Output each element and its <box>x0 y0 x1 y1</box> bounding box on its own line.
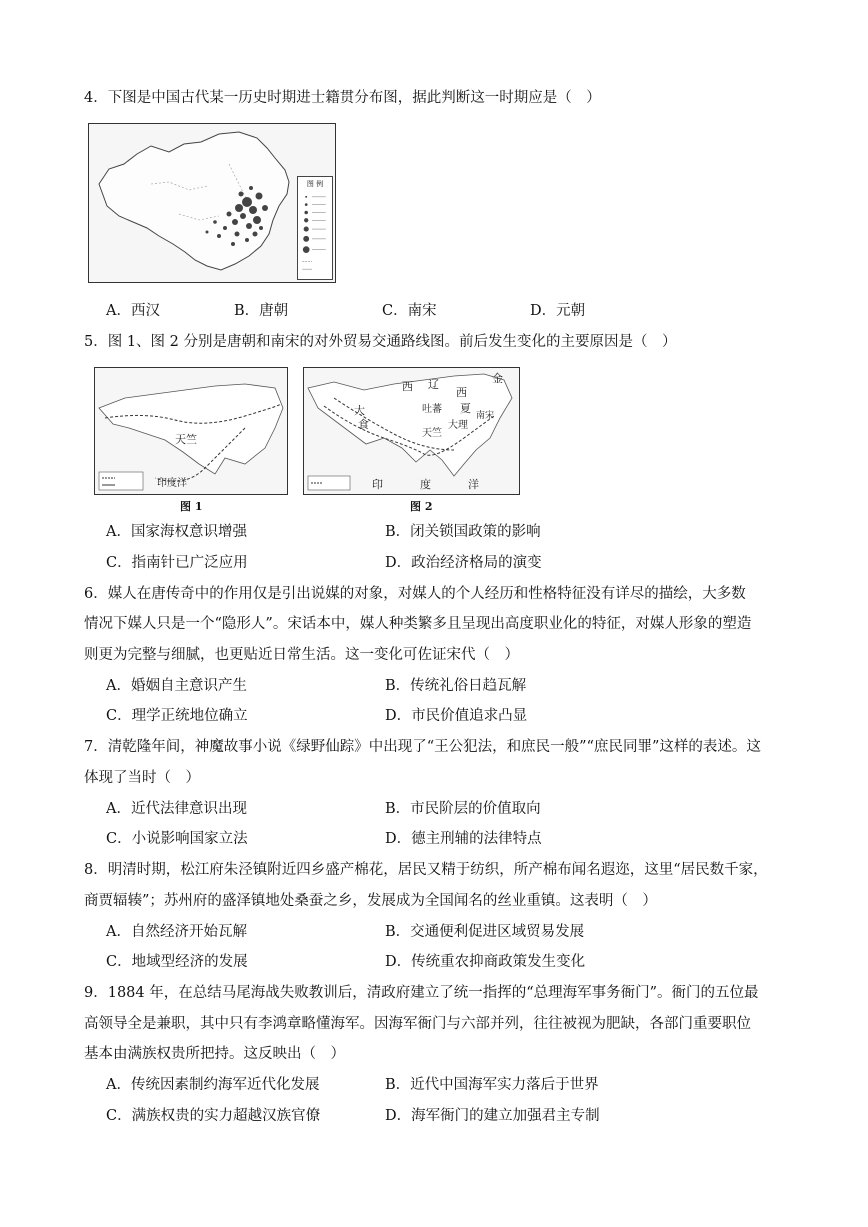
q5-map2-image <box>303 367 520 495</box>
q9-option-d[interactable]: D．海军衙门的建立加强君主专制 <box>385 1108 600 1124</box>
q8-stem-line2: 商贾辐辏”；苏州府的盛泽镇地处桑蚕之乡，发展成为全国闻名的丝业重镇。这表明（ ） <box>84 893 657 909</box>
q5-map2-label-xia: 夏 <box>460 402 471 415</box>
q9-stem-line2: 高领导全是兼职，其中只有李鸿章略懂海军。因海军衙门与六部并列，往往被视为肥缺，各部门重要职位 <box>84 1016 751 1032</box>
q9-stem-line3: 基本由满族权贵所把持。这反映出（ ） <box>84 1046 345 1062</box>
q4-option-a[interactable]: A．西汉 <box>106 303 160 319</box>
q6-stem-line1: 6．媒人在唐传奇中的作用仅是引出说媒的对象，对媒人的个人经历和性格特征没有详尽的描绘，大多数 <box>84 586 746 602</box>
q4-map-image <box>88 123 336 283</box>
q5-map2-label-xi2: 西 <box>456 386 467 399</box>
q5-map1-label-indian-ocean: 印度洋 <box>157 478 187 489</box>
q9-option-b[interactable]: B．近代中国海军实力落后于世界 <box>385 1077 599 1093</box>
q8-option-b[interactable]: B．交通便利促进区域贸易发展 <box>385 924 585 940</box>
q5-map2-label-tianzhu: 天竺 <box>422 428 442 439</box>
q4-option-c[interactable]: C．南宋 <box>382 303 437 319</box>
q4-legend-symbols <box>298 189 332 277</box>
q4-option-b[interactable]: B．唐朝 <box>234 303 289 319</box>
q5-map2-label-xi1: 西 <box>402 380 413 393</box>
q7-stem-line1: 7．清乾隆年间，神魔故事小说《绿野仙踪》中出现了“王公犯法，和庶民一般”“庶民同罪”这样的表述。这 <box>84 739 761 755</box>
q5-map1-image <box>94 367 288 495</box>
q8-option-d[interactable]: D．传统重农抑商政策发生变化 <box>385 954 586 970</box>
q5-stem: 5．图 1、图 2 分别是唐朝和南宋的对外贸易交通路线图。前后发生变化的主要原因是（ ） <box>84 334 677 350</box>
q8-option-a[interactable]: A．自然经济开始瓦解 <box>106 924 247 940</box>
q7-option-b[interactable]: B．市民阶层的价值取向 <box>385 801 541 817</box>
q4-stem: 4．下图是中国古代某一历史时期进士籍贯分布图，据此判断这一时期应是（ ） <box>84 90 601 106</box>
q5-map1-caption: 图 1 <box>180 500 203 513</box>
q5-map2-label-shi: 食 <box>358 418 369 431</box>
q5-option-a[interactable]: A．国家海权意识增强 <box>106 524 247 540</box>
q8-option-c[interactable]: C．地域型经济的发展 <box>106 954 248 970</box>
q6-option-b[interactable]: B．传统礼俗日趋瓦解 <box>385 678 527 694</box>
q9-option-a[interactable]: A．传统因素制约海军近代化发展 <box>106 1077 320 1093</box>
q7-option-c[interactable]: C．小说影响国家立法 <box>106 831 248 847</box>
q7-option-d[interactable]: D．德主刑辅的法律特点 <box>385 831 542 847</box>
q8-stem-line1: 8．明清时期，松江府朱泾镇附近四乡盛产棉花，居民又精于纺织，所产棉布闻名遐迩，这里“居民数千家， <box>84 862 768 878</box>
q5-map2-label-yang: 洋 <box>468 478 479 491</box>
q5-option-d[interactable]: D．政治经济格局的演变 <box>385 555 542 571</box>
q4-option-d[interactable]: D．元朝 <box>530 303 586 319</box>
q5-map2-label-du: 度 <box>420 478 431 491</box>
q5-map2-label-da: 大 <box>354 404 365 417</box>
q5-map2-label-jin: 金 <box>492 372 503 385</box>
q6-stem-line2: 情况下媒人只是一个“隐形人”。宋话本中，媒人种类繁多且呈现出高度职业化的特征，对媒人形象的塑造 <box>84 616 752 632</box>
q6-stem-line3: 则更为完整与细腻，也更贴近日常生活。这一变化可佐证宋代（ ） <box>84 647 519 663</box>
q7-option-a[interactable]: A．近代法律意识出现 <box>106 801 247 817</box>
q5-map2-label-nansong: 南宋 <box>476 411 495 421</box>
q5-map2-label-dali: 大理 <box>448 420 468 431</box>
q4-map-legend <box>297 176 333 280</box>
q7-stem-line2: 体现了当时（ ） <box>84 770 200 786</box>
q5-map1-label-tianzhu: 天竺 <box>175 433 197 446</box>
q6-option-a[interactable]: A．婚姻自主意识产生 <box>106 678 247 694</box>
q9-stem-line1: 9．1884 年，在总结马尾海战失败教训后，清政府建立了统一指挥的“总理海军事务衙门”。衙门的五位最 <box>84 985 759 1001</box>
q6-option-c[interactable]: C．理学正统地位确立 <box>106 708 248 724</box>
q5-map2-caption: 图 2 <box>410 500 433 513</box>
q6-option-d[interactable]: D．市民价值追求凸显 <box>385 708 528 724</box>
q5-option-c[interactable]: C．指南针已广泛应用 <box>106 555 248 571</box>
q4-legend-title: 图 例 <box>306 180 324 188</box>
q5-map2-label-liao: 辽 <box>428 378 439 391</box>
q9-option-c[interactable]: C．满族权贵的实力超越汉族官僚 <box>106 1108 321 1124</box>
q5-map2-label-tubo: 吐蕃 <box>422 404 442 415</box>
q5-option-b[interactable]: B．闭关锁国政策的影响 <box>385 524 541 540</box>
q5-map2-label-yin: 印 <box>372 478 383 491</box>
